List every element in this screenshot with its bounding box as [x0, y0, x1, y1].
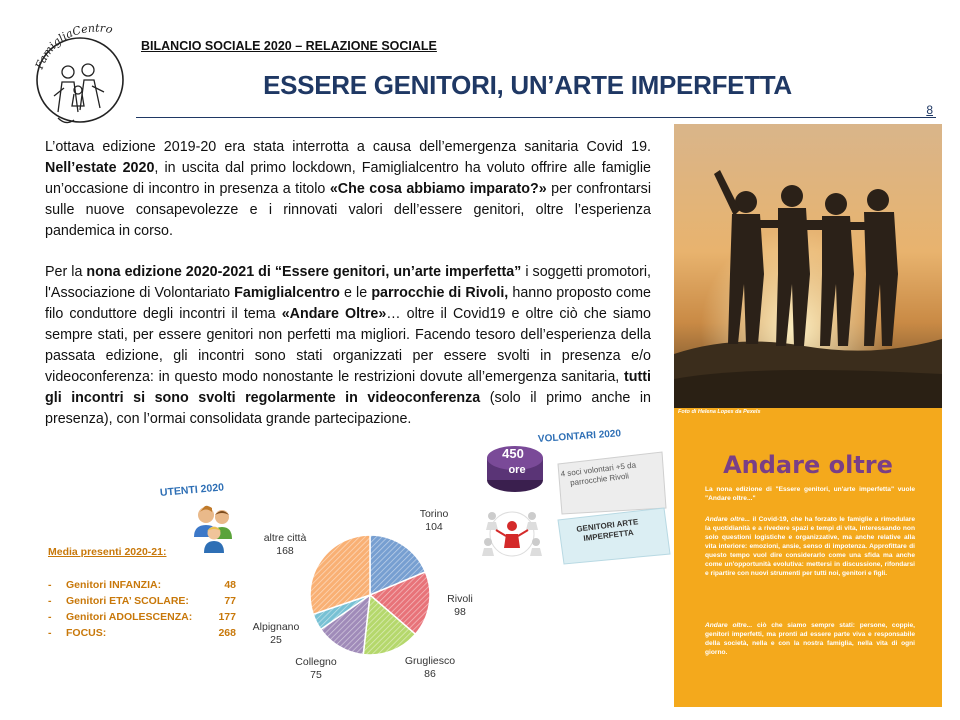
report-subtitle: BILANCIO SOCIALE 2020 – RELAZIONE SOCIALE [141, 39, 437, 53]
volontari-title: VOLONTARI 2020 [537, 428, 622, 445]
andare-oltre-panel [674, 124, 942, 707]
list-item: - Genitori INFANZIA: 48 [48, 579, 236, 591]
page-title: ESSERE GENITORI, UN’ARTE IMPERFETTA [263, 70, 792, 100]
hours-number: 450 [502, 446, 524, 461]
people-icon [190, 503, 236, 553]
logo-text: FamigliaCentro [32, 22, 115, 72]
andare-oltre-covid: Andare oltre... il Covid-19, che ha forzato le famiglie a rimodulare la quotidianità e a rivedere spazi e tempi di vita, interessando non solo questioni logistiche e organizzative, ma anche relative alla vita interiore: emozioni, ansie, senso di impotenza. Approfittare di questo tempo vuol dire considerarlo come una sfida ma anche come un'opportunità evolutiva: mettersi in discussione, rifondarsi e ripartire con nuovi strumenti per tutti noi, genitori e figli. [705, 516, 915, 577]
pie-label-value: 168 [276, 545, 294, 557]
list-item: - FOCUS: 268 [48, 627, 236, 639]
andare-oltre-title: Andare oltre [723, 451, 893, 479]
project-name-box: GENITORI ARTE IMPERFETTA [575, 517, 639, 544]
pie-label-name: Grugliesco [404, 655, 456, 667]
pie-label-value: 25 [270, 634, 282, 646]
andare-oltre-identity: Andare oltre... ciò che siamo sempre stati: persone, coppie, genitori imperfetti, ma pronti ad essere parte viva e responsabile della società, nella e con la nostra famiglia, nella vita di ogni giorno. [705, 622, 915, 656]
utenti-title: UTENTI 2020 [159, 481, 225, 499]
pie-label-value: 86 [424, 668, 436, 680]
media-presenti-title: Media presenti 2020-21: [48, 546, 167, 558]
volunteers-count-box: 4 soci volontari +5 da parrocchie Rivoli [560, 460, 637, 488]
pie-label-name: Torino [419, 508, 449, 520]
pie-label-name: altre città [263, 532, 307, 544]
hours-unit: ore [508, 464, 526, 476]
media-presenti-list [48, 577, 236, 641]
list-item: - Genitori ETA’ SCOLARE: 77 [48, 595, 236, 607]
pie-label-value: 104 [425, 521, 443, 533]
city-pie-chart [260, 500, 480, 690]
intro-paragraph: L’ottava edizione 2019-20 era stata interrotta a causa dell’emergenza sanitaria Covid 19. Nell’estate 2020, in uscita dal primo lockdown, Famiglialcentro ha voluto offrire alle famiglie un’occasione di incontro in presenza a titolo «Che cosa abbiamo imparato?» per confrontarsi sulle nuove consapevolezze e i rinnovati valori dell’essere genitori, oltre l’esperienza pandemica in corso. [45, 139, 652, 239]
list-item: - Genitori ADOLESCENZA: 177 [48, 611, 236, 623]
pie-label-name: Rivoli [447, 593, 473, 605]
page-number: 8 [926, 103, 933, 117]
team-people-icon [482, 512, 542, 556]
photo-credit: Foto di Helena Lopes da Pexels [678, 409, 761, 415]
edition-paragraph: Per la nona edizione 2020-2021 di “Essere genitori, un’arte imperfetta” i soggetti promotori, l'Associazione di Volontariato Famiglialcentro e le parrocchie di Rivoli, hanno proposto come filo conduttore degli incontri il tema «Andare Oltre»… oltre il Covid19 e oltre ciò che siamo sempre stati, per essere genitori non perfetti ma migliori. Facendo tesoro dell’esperienza della passata edizione, gli incontri sono stati organizzati per essere svolti in presenza e/o videoconferenza: in questo modo nonostante le restrizioni dovute all’emergenza sanitaria, tutti gli incontri si sono svolti regolarmente in videoconferenza (solo il primo anche in presenza), con l’ormai consolidata grande partecipazione. [45, 264, 652, 427]
pie-label-name: Alpignano [252, 621, 300, 633]
header-divider [136, 117, 936, 118]
svg-text:FamigliaCentro [32, 22, 114, 72]
sunset-group-photo [674, 124, 942, 408]
pie-label-value: 75 [310, 669, 322, 681]
andare-oltre-intro: La nona edizione di "Essere genitori, un'arte imperfetta" vuole "Andare oltre..." [705, 486, 915, 502]
pie-label-value: 98 [454, 606, 466, 618]
pie-label-name: Collegno [295, 656, 337, 668]
